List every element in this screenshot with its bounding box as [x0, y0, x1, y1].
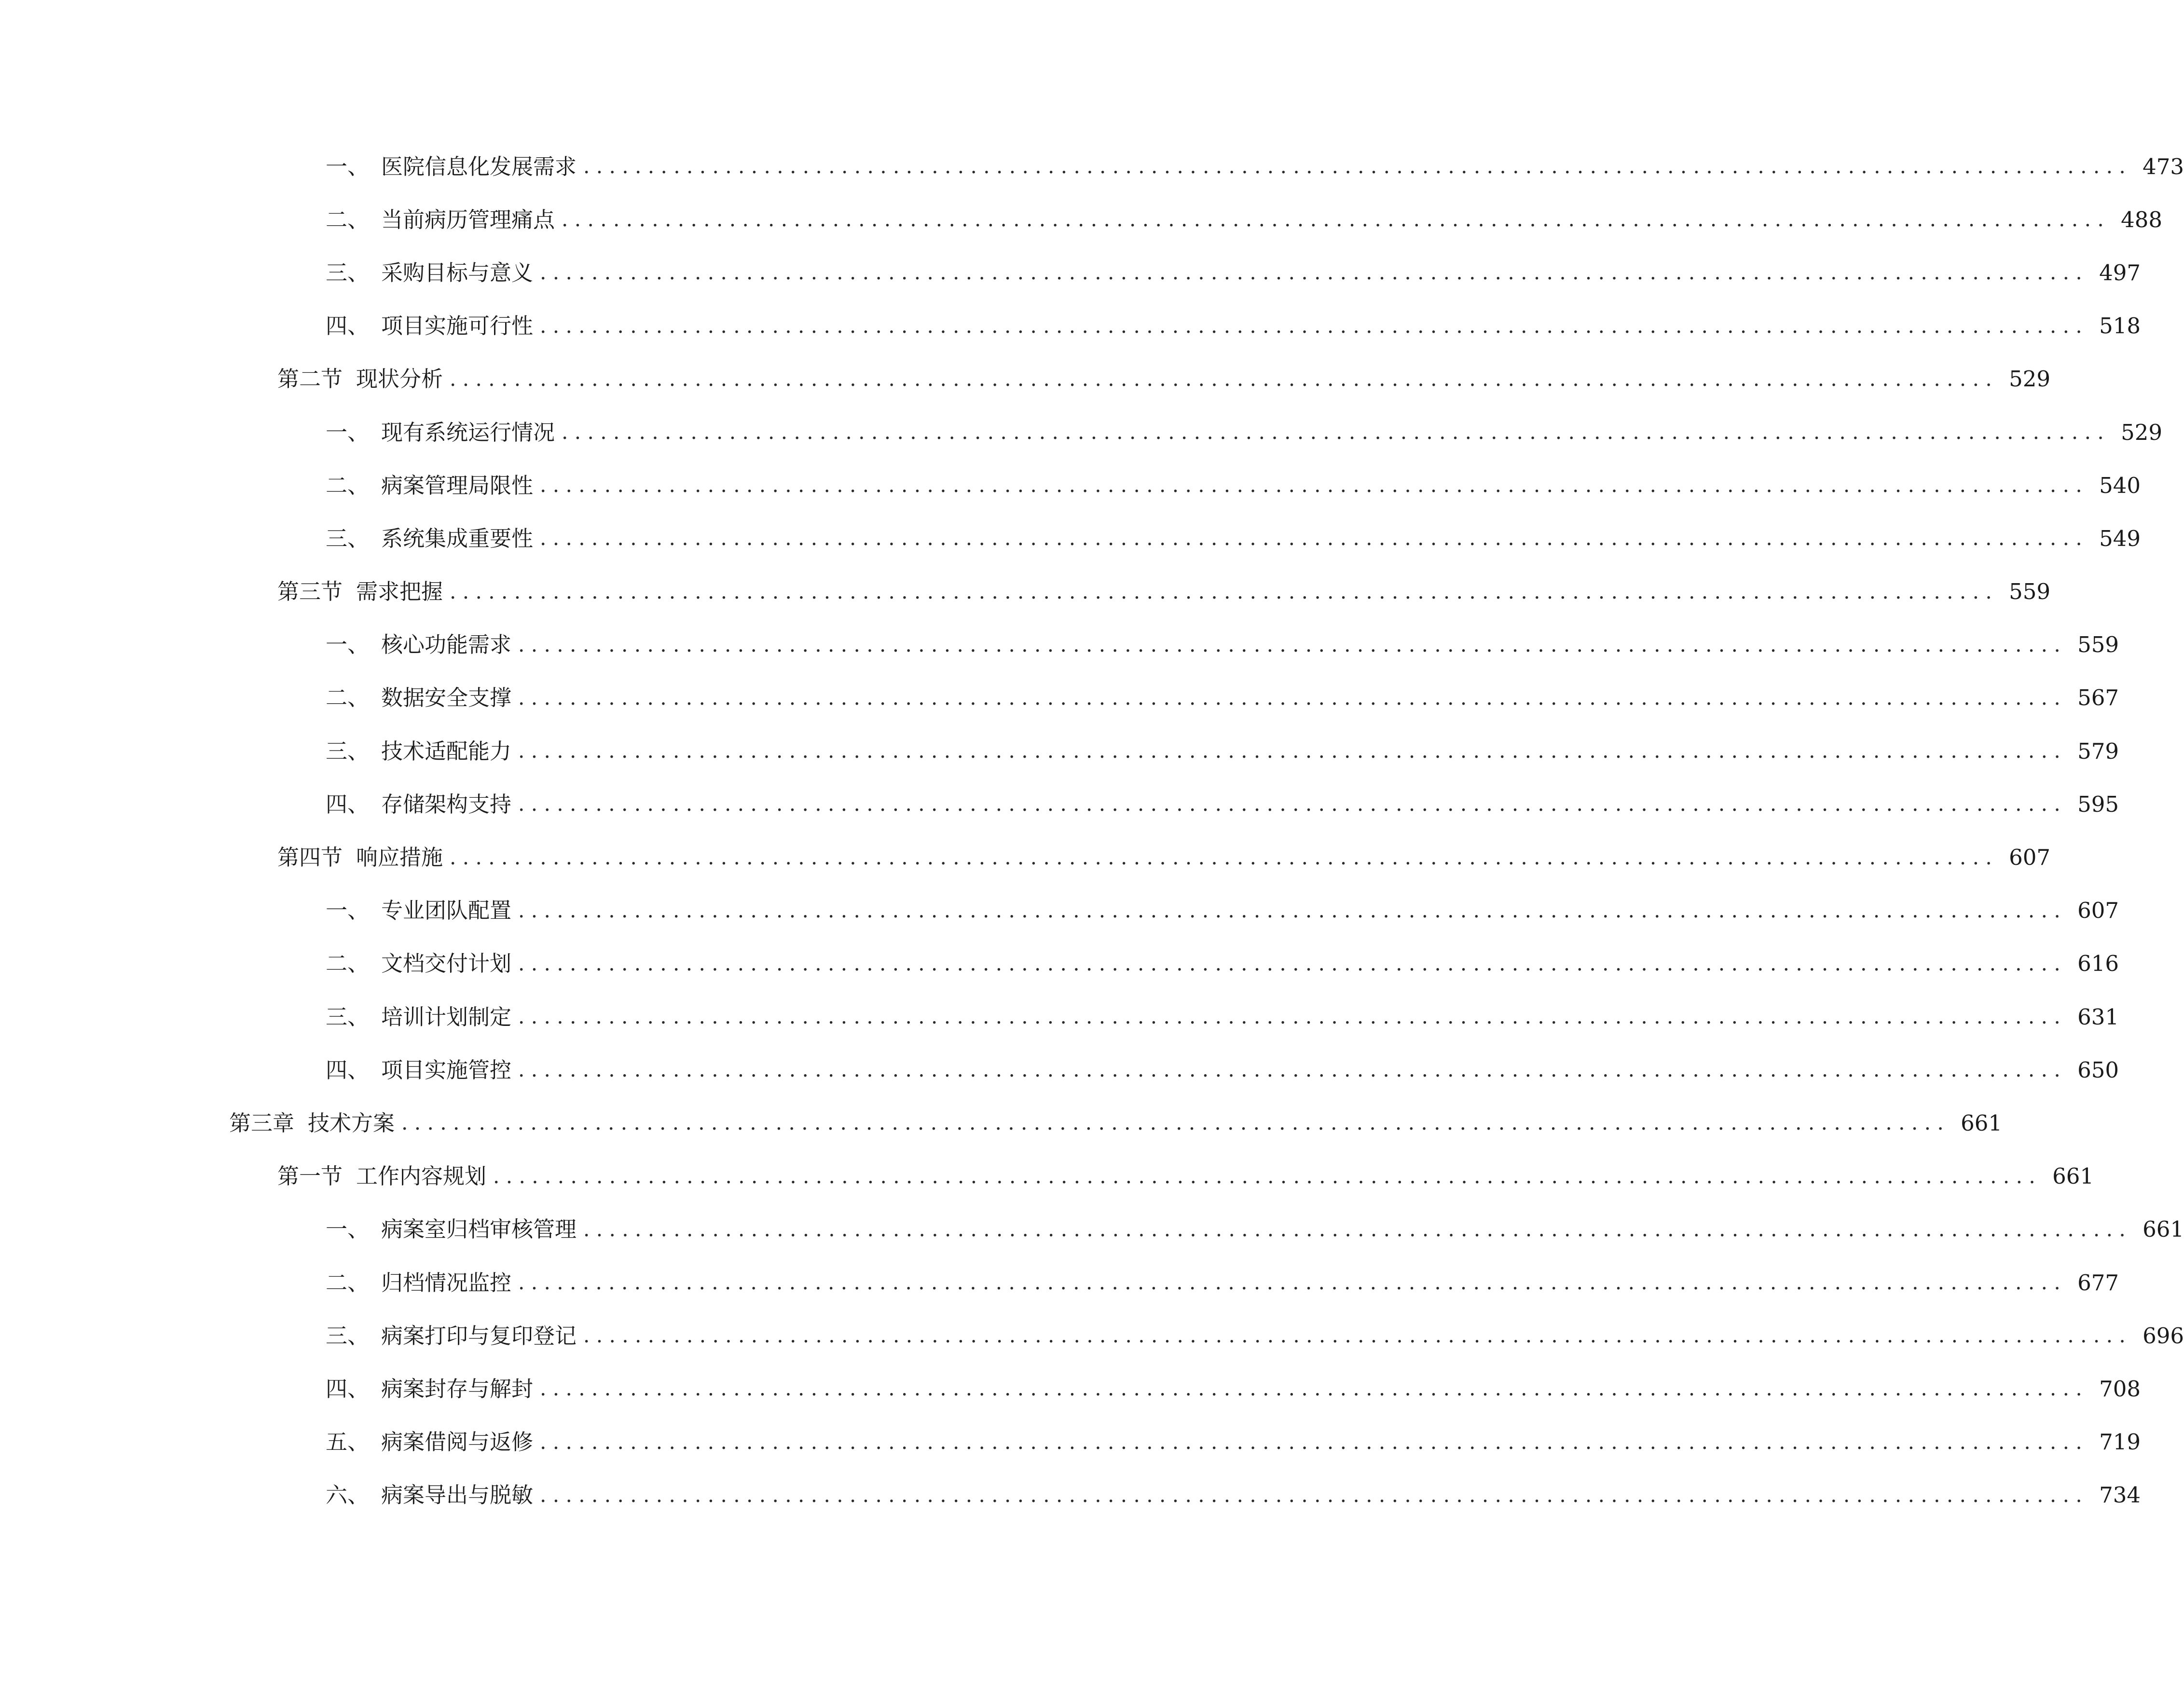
dot-leader: ........................................................................................................................ [540, 314, 2089, 338]
entry-number: 第三章 [229, 1110, 295, 1136]
page-number: 631 [2077, 1004, 2119, 1030]
page-number: 488 [2121, 206, 2163, 232]
page-number: 529 [2009, 366, 2051, 392]
dot-leader: ........................................................................................................................ [518, 632, 2067, 656]
entry-number: 第三节 [277, 579, 343, 605]
toc-entry[interactable] [0, 459, 2141, 512]
entry-title: 核心功能需求 [381, 632, 512, 658]
dot-leader: ........................................................................................................................ [518, 1270, 2067, 1295]
page-number: 518 [2099, 313, 2141, 339]
page-number: 734 [2099, 1482, 2141, 1508]
dot-leader: ........................................................................................................................ [540, 526, 2089, 550]
page-number: 595 [2077, 791, 2119, 817]
toc-entry[interactable] [0, 1362, 2141, 1415]
entry-title: 技术方案 [308, 1110, 395, 1136]
toc-entry[interactable] [0, 300, 2141, 353]
dot-leader: ........................................................................................................................ [518, 951, 2067, 975]
entry-title: 病案室归档审核管理 [381, 1216, 577, 1242]
entry-title: 文档交付计划 [381, 951, 512, 977]
entry-number: 二、 [326, 685, 370, 711]
dot-leader: ........................................................................................................................ [540, 1483, 2089, 1507]
toc-entry[interactable] [0, 1043, 2119, 1096]
toc-entry[interactable] [0, 565, 2051, 618]
dot-leader: ........................................................................................................................ [401, 1111, 1950, 1135]
toc-entry[interactable] [0, 884, 2119, 937]
toc-entry[interactable] [0, 246, 2141, 299]
entry-number: 二、 [326, 1269, 370, 1296]
page-number: 661 [2143, 1216, 2184, 1242]
toc-entry[interactable] [0, 193, 2163, 246]
toc-entry[interactable] [0, 1416, 2141, 1469]
toc-entry[interactable] [0, 1150, 2094, 1203]
entry-number: 一、 [326, 1216, 370, 1242]
toc-entry[interactable] [0, 724, 2119, 778]
page-number: 567 [2077, 685, 2119, 711]
entry-title: 系统集成重要性 [381, 525, 534, 551]
entry-title: 现有系统运行情况 [381, 419, 555, 445]
dot-leader: ........................................................................................................................ [518, 1058, 2067, 1082]
page-number: 559 [2077, 632, 2119, 658]
page-number: 579 [2077, 738, 2119, 764]
page-number: 607 [2009, 845, 2051, 871]
entry-title: 采购目标与意义 [381, 259, 534, 286]
entry-number: 四、 [326, 791, 370, 817]
toc-entry[interactable] [0, 1469, 2141, 1522]
page-number: 650 [2077, 1057, 2119, 1083]
dot-leader: ........................................................................................................................ [562, 420, 2111, 444]
dot-leader: ........................................................................................................................ [583, 1217, 2132, 1241]
entry-number: 四、 [326, 1057, 370, 1083]
toc-entry[interactable] [0, 1309, 2184, 1362]
dot-leader: ........................................................................................................................ [518, 739, 2067, 763]
page-number: 473 [2143, 153, 2184, 179]
entry-number: 三、 [326, 1323, 370, 1349]
entry-number: 四、 [326, 313, 370, 339]
entry-number: 第四节 [277, 845, 343, 871]
page-number: 559 [2009, 579, 2051, 605]
page-number: 529 [2121, 419, 2163, 445]
toc-entry[interactable] [0, 353, 2051, 406]
page-number: 661 [1961, 1110, 2003, 1136]
dot-leader: ........................................................................................................................ [450, 367, 1999, 391]
toc-entry[interactable] [0, 512, 2141, 565]
entry-title: 病案封存与解封 [381, 1376, 534, 1402]
page-number: 540 [2099, 472, 2141, 498]
entry-title: 专业团队配置 [381, 898, 512, 924]
page-number: 661 [2052, 1163, 2094, 1189]
toc-entry[interactable] [0, 1256, 2119, 1309]
entry-title: 现状分析 [356, 366, 443, 392]
entry-number: 一、 [326, 632, 370, 658]
entry-title: 响应措施 [356, 845, 443, 871]
page-number: 708 [2099, 1376, 2141, 1402]
dot-leader: ........................................................................................................................ [540, 473, 2089, 497]
page-number: 677 [2077, 1269, 2119, 1296]
toc-entry[interactable] [0, 1096, 2003, 1149]
entry-number: 三、 [326, 259, 370, 286]
dot-leader: ........................................................................................................................ [540, 260, 2089, 285]
entry-title: 医院信息化发展需求 [381, 153, 577, 179]
entry-number: 五、 [326, 1429, 370, 1455]
dot-leader: ........................................................................................................................ [562, 207, 2111, 232]
entry-number: 一、 [326, 153, 370, 179]
dot-leader: ........................................................................................................................ [493, 1164, 2042, 1188]
page-number: 616 [2077, 951, 2119, 977]
page-number: 607 [2077, 898, 2119, 924]
entry-title: 病案管理局限性 [381, 472, 534, 498]
entry-title: 病案导出与脱敏 [381, 1482, 534, 1508]
dot-leader: ........................................................................................................................ [518, 1005, 2067, 1029]
entry-title: 技术适配能力 [381, 738, 512, 764]
entry-title: 归档情况监控 [381, 1269, 512, 1296]
toc-entry[interactable] [0, 140, 2184, 193]
entry-title: 病案借阅与返修 [381, 1429, 534, 1455]
entry-number: 三、 [326, 738, 370, 764]
dot-leader: ........................................................................................................................ [540, 1377, 2089, 1401]
entry-title: 当前病历管理痛点 [381, 206, 555, 232]
entry-number: 三、 [326, 1004, 370, 1030]
table-of-contents [0, 140, 2184, 1522]
entry-title: 需求把握 [356, 579, 443, 605]
entry-title: 数据安全支撑 [381, 685, 512, 711]
dot-leader: ........................................................................................................................ [450, 845, 1999, 869]
entry-number: 六、 [326, 1482, 370, 1508]
entry-number: 三、 [326, 525, 370, 551]
toc-entry[interactable] [0, 618, 2119, 671]
page-number: 719 [2099, 1429, 2141, 1455]
entry-title: 项目实施可行性 [381, 313, 534, 339]
dot-leader: ........................................................................................................................ [583, 1324, 2132, 1348]
toc-entry[interactable] [0, 671, 2119, 724]
entry-number: 一、 [326, 898, 370, 924]
page-number: 696 [2143, 1323, 2184, 1349]
dot-leader: ........................................................................................................................ [518, 898, 2067, 922]
toc-entry[interactable] [0, 406, 2163, 459]
entry-number: 第二节 [277, 366, 343, 392]
page-number: 549 [2099, 525, 2141, 551]
toc-entry[interactable] [0, 1203, 2184, 1256]
dot-leader: ........................................................................................................................ [450, 579, 1999, 603]
dot-leader: ........................................................................................................................ [540, 1430, 2089, 1454]
toc-entry[interactable] [0, 937, 2119, 990]
entry-title: 病案打印与复印登记 [381, 1323, 577, 1349]
page-number: 497 [2099, 259, 2141, 286]
entry-title: 工作内容规划 [356, 1163, 487, 1189]
entry-title: 培训计划制定 [381, 1004, 512, 1030]
entry-number: 一、 [326, 419, 370, 445]
toc-entry[interactable] [0, 831, 2051, 884]
toc-entry[interactable] [0, 778, 2119, 831]
entry-number: 二、 [326, 206, 370, 232]
entry-number: 二、 [326, 951, 370, 977]
entry-number: 第一节 [277, 1163, 343, 1189]
dot-leader: ........................................................................................................................ [518, 685, 2067, 710]
dot-leader: ........................................................................................................................ [518, 792, 2067, 816]
entry-number: 四、 [326, 1376, 370, 1402]
toc-entry[interactable] [0, 990, 2119, 1043]
dot-leader: ........................................................................................................................ [583, 154, 2132, 178]
entry-title: 项目实施管控 [381, 1057, 512, 1083]
entry-title: 存储架构支持 [381, 791, 512, 817]
entry-number: 二、 [326, 472, 370, 498]
